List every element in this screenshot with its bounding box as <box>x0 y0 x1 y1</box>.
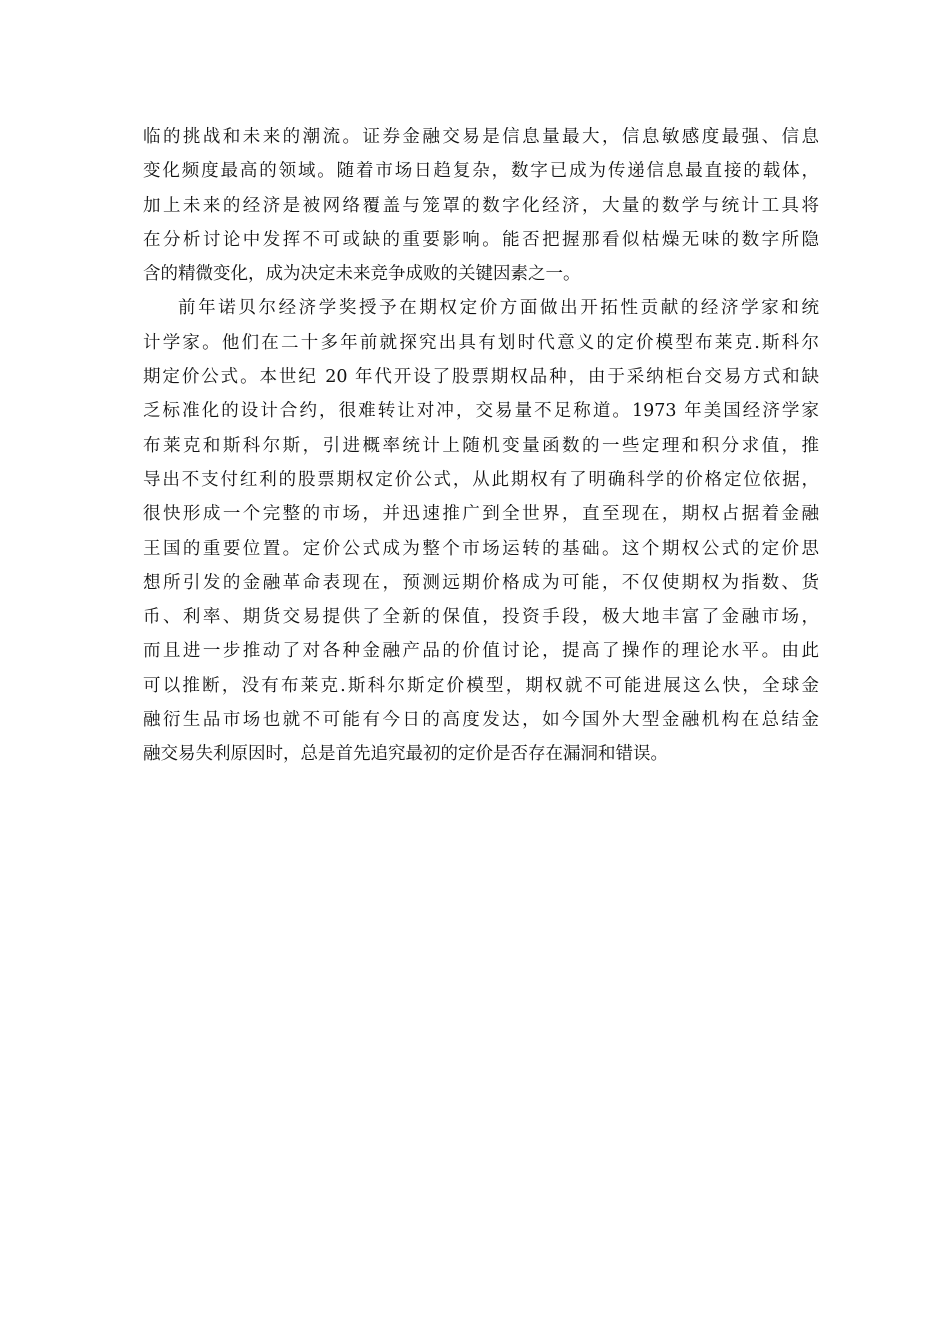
text-line: 王国的重要位置。定价公式成为整个市场运转的基础。这个期权公式的定价思 <box>143 538 819 559</box>
text-line: 可以推断，没有布莱克.斯科尔斯定价模型，期权就不可能进展这么快，全球金 <box>143 675 819 696</box>
text-line: 布莱克和斯科尔斯，引进概率统计上随机变量函数的一些定理和积分求值，推 <box>143 435 819 456</box>
text-line: 融衍生品市场也就不可能有今日的高度发达，如今国外大型金融机构在总结金 <box>143 710 819 731</box>
text-line: 加上未来的经济是被网络覆盖与笼罩的数字化经济，大量的数学与统计工具将 <box>143 195 819 216</box>
text-line: 而且进一步推动了对各种金融产品的价值讨论，提高了操作的理论水平。由此 <box>143 641 819 662</box>
text-line: 计学家。他们在二十多年前就探究出具有划时代意义的定价模型布莱克.斯科尔 <box>143 332 819 353</box>
paragraph-1 <box>143 120 819 291</box>
text-line: 很快形成一个完整的市场，并迅速推广到全世界，直至现在，期权占据着金融 <box>143 504 819 525</box>
text-line: 导出不支付红利的股票期权定价公式，从此期权有了明确科学的价格定位依据， <box>143 469 819 490</box>
text-line: 变化频度最高的领域。随着市场日趋复杂，数字已成为传递信息最直接的载体， <box>143 161 819 182</box>
text-line: 币、利率、期货交易提供了全新的保值，投资手段，极大地丰富了金融市场， <box>143 607 819 628</box>
text-line: 临的挑战和未来的潮流。证券金融交易是信息量最大，信息敏感度最强、信息 <box>143 127 819 147</box>
text-line-indented: 前年诺贝尔经济学奖授予在期权定价方面做出开拓性贡献的经济学家和统 <box>178 298 819 319</box>
text-line: 乏标准化的设计合约，很难转让对冲，交易量不足称道。1973 年美国经济学家 <box>143 401 819 422</box>
text-line: 期定价公式。本世纪 20 年代开设了股票期权品种，由于采纳柜台交易方式和缺 <box>143 367 819 388</box>
text-line: 含的精微变化，成为决定未来竞争成败的关键因素之一。 <box>143 264 581 285</box>
paragraph-2 <box>143 291 819 771</box>
text-line: 融交易失利原因时，总是首先追究最初的定价是否存在漏洞和错误。 <box>143 744 668 765</box>
text-line: 想所引发的金融革命表现在，预测远期价格成为可能，不仅使期权为指数、货 <box>143 572 819 593</box>
document-body <box>143 120 819 772</box>
text-line: 在分析讨论中发挥不可或缺的重要影响。能否把握那看似枯燥无味的数字所隐 <box>143 229 819 250</box>
